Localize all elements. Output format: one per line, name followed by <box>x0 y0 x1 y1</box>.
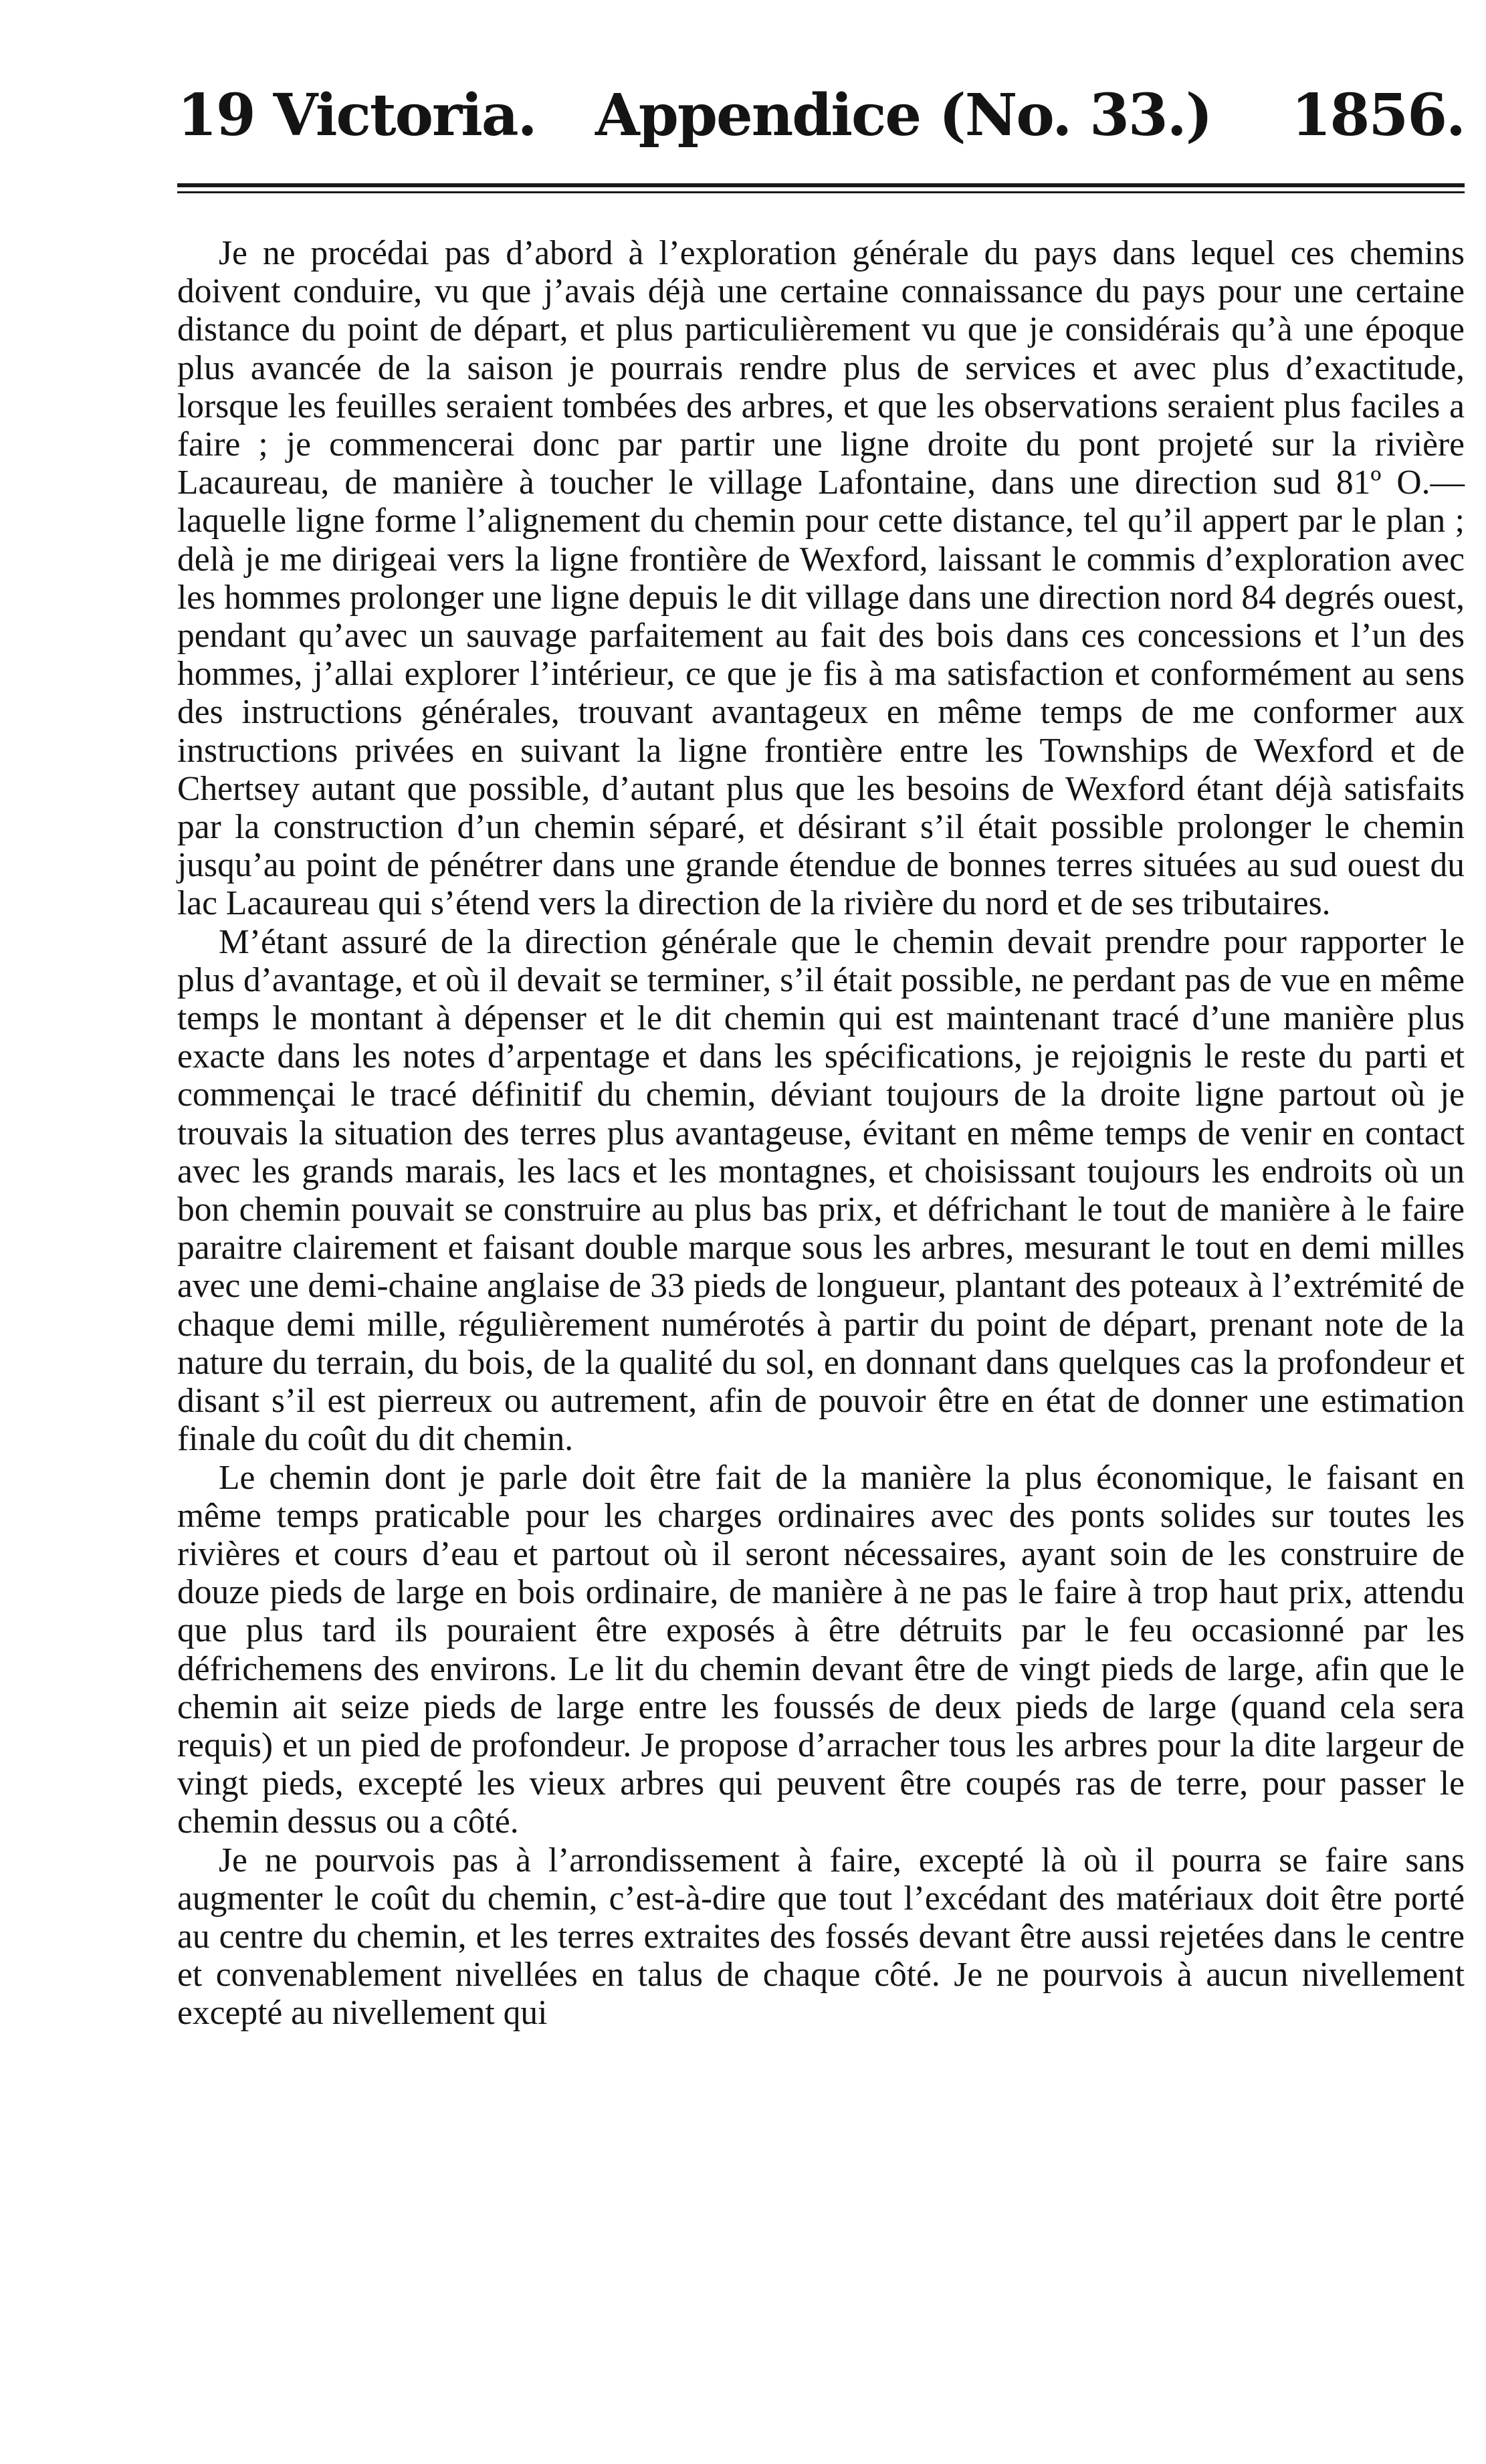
paragraph-road-construction: Le chemin dont je parle doit être fait de la manière la plus économique, le faisant en même temps praticable pour les charges ordinaires avec des ponts solides sur toutes les rivières et cours d’eau et partout où il seront nécessaires, ayant soin de les construire de douze pieds de large en bois ordinaire, de manière à ne pas le faire à trop haut prix, attendu que plus tard ils pouraient être exposés à être détruits par le feu occasionné par les défrichemens des environs. Le lit du chemin devant être de vingt pieds de large, afin que le chemin ait seize pieds de large entre les foussés de deux pieds de large (quand cela sera requis) et un pied de profondeur. Je propose d’arracher tous les arbres pour la dite largeur de vingt pieds, excepté les vieux arbres qui peuvent être coupés ras de terre, pour passer le chemin dessus ou a côté. <box>177 1458 1465 1841</box>
header-session: 19 Victoria. <box>177 82 536 149</box>
header-year: 1856. <box>1291 82 1465 149</box>
header-rule-thin <box>177 191 1465 193</box>
page-header <box>177 79 1465 152</box>
paragraph-grading: Je ne pourvois pas à l’arrondissement à faire, excepté là où il pourra se faire sans augmenter le coût du chemin, c’est-à-dire que tout l’excédant des matériaux doit être porté au centre du chemin, et les terres extraites des fossés devant être aussi rejetées dans le centre et convenablement nivellées en talus de chaque côté. Je ne pourvois à aucun nivellement excepté au nivellement qui <box>177 1841 1465 2033</box>
header-appendix-title: Appendice (No. 33.) <box>595 82 1212 149</box>
header-rule-thick <box>177 183 1465 187</box>
document-body <box>177 234 1465 2033</box>
paragraph-route-tracing: M’étant assuré de la direction générale que le chemin devait prendre pour rapporter le plus d’avantage, et où il devait se terminer, s’il était possible, ne perdant pas de vue en même temps le montant à dépenser et le dit chemin qui est maintenant tracé d’une manière plus exacte dans les notes d’arpentage et dans les spécifications, je rejoignis le reste du parti et commençai le tracé définitif du chemin, déviant toujours de la droite ligne partout où je trouvais la situation des terres plus avantageuse, évitant en même temps de venir en contact avec les grands marais, les lacs et les montagnes, et choisissant toujours les endroits où un bon chemin pouvait se construire au plus bas prix, et défrichant le tout de manière à le faire paraitre clairement et faisant double marque sous les arbres, mesurant le tout en demi milles avec une demi-chaine anglaise de 33 pieds de longueur, plantant des poteaux à l’extrémité de chaque demi mille, régulièrement numérotés à partir du point de départ, prenant note de la nature du terrain, du bois, de la qualité du sol, en donnant dans quelques cas la profondeur et disant s’il est pierreux ou autrement, afin de pouvoir être en état de donner une estimation finale du coût du dit chemin. <box>177 922 1465 1459</box>
paragraph-exploration: Je ne procédai pas d’abord à l’exploration générale du pays dans lequel ces chemins doivent conduire, vu que j’avais déjà une certaine connaissance du pays pour une certaine distance du point de départ, et plus particulièrement vu que je considérais qu’à une époque plus avancée de la saison je pourrais rendre plus de services et avec plus d’exactitude, lorsque les feuilles seraient tombées des arbres, et que les observations seraient plus faciles a faire ; je commencerai donc par partir une ligne droite du pont projeté sur la rivière Lacaureau, de manière à toucher le village Lafontaine, dans une direction sud 81º O.—laquelle ligne forme l’alignement du chemin pour cette distance, tel qu’il appert par le plan ; delà je me dirigeai vers la ligne frontière de Wexford, laissant le commis d’exploration avec les hommes prolonger une ligne depuis le dit village dans une direction nord 84 degrés ouest, pendant qu’avec un sauvage parfaitement au fait des bois dans ces concessions et l’un des hommes, j’allai explorer l’intérieur, ce que je fis à ma satisfaction et conformément au sens des instructions générales, trouvant avantageux en même temps de me conformer aux instructions privées en suivant la ligne frontière entre les Townships de Wexford et de Chertsey autant que possible, d’autant plus que les besoins de Wexford étant déjà satisfaits par la construction d’un chemin séparé, et désirant s’il était possible prolonger le chemin jusqu’au point de pénétrer dans une grande étendue de bonnes terres situées au sud ouest du lac Lacaureau qui s’étend vers la direction de la rivière du nord et de ses tributaires. <box>177 234 1465 923</box>
